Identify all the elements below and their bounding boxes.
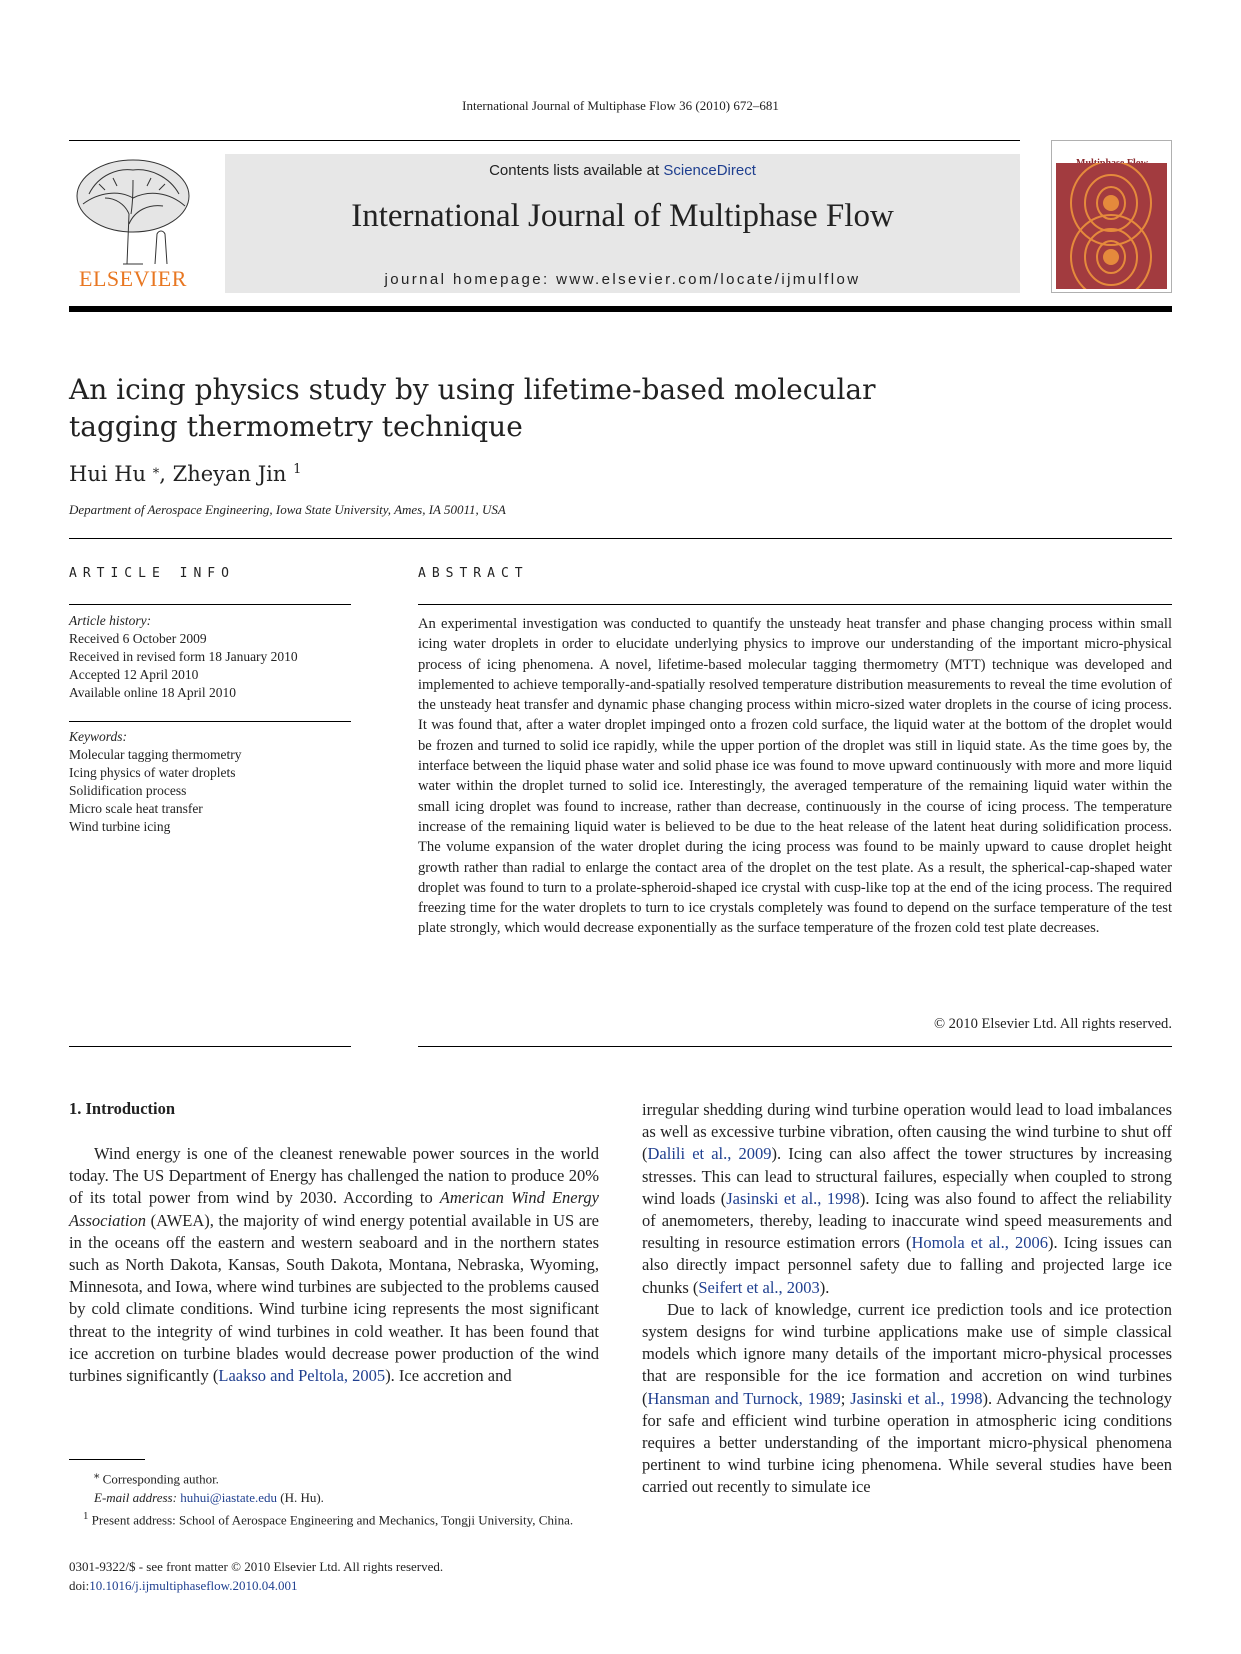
elsevier-wordmark: ELSEVIER xyxy=(79,266,187,291)
keyword-item: Solidification process xyxy=(69,783,187,798)
contents-line xyxy=(225,162,1020,179)
paragraph xyxy=(642,1099,1172,1299)
right-column xyxy=(642,1099,1172,1499)
text-run: ). Icing issues can also directly impact personnel safety due to falling and projected large ice chunks ( xyxy=(642,1233,1172,1297)
homepage-url-link[interactable]: www.elsevier.com/locate/ijmulflow xyxy=(556,271,861,288)
citation-link[interactable]: Laakso and Peltola, 2005 xyxy=(218,1366,386,1386)
organization-name: American Wind Energy Association xyxy=(69,1188,599,1230)
paragraph xyxy=(642,1299,1172,1499)
divider xyxy=(69,721,351,722)
text-run: Wind energy is one of the cleanest renewable power sources in the world today. The US Department of Energy has challenged the nation to produce 20% of its total power from wind by 2030. According to xyxy=(69,1144,599,1208)
history-item: Received 6 October 2009 xyxy=(69,631,207,646)
citation-link[interactable]: Hansman and Turnock, 1989 xyxy=(647,1388,841,1408)
article-title: An icing physics study by using lifetime-based molecular tagging thermometry technique xyxy=(69,373,876,443)
divider xyxy=(69,538,1172,539)
keyword-item: Molecular tagging thermometry xyxy=(69,747,242,762)
text-run: (AWEA), the majority of wind energy potential available in US are in the oceans off the eastern and western seaboard and in the northern states such as North Dakota, Kansas, South Dakota, Montana, Nebraska, Wyoming, Minnesota, and Iowa, where wind turbines are subjected to the problems caused by cold climate conditions. Wind turbine icing represents the most significant threat to the integrity of wind turbines in cold weather. It has been found that ice accretion on turbine blades would decrease power production of the wind turbines significantly ( xyxy=(69,1210,599,1386)
sciencedirect-link[interactable]: ScienceDirect xyxy=(663,162,756,179)
running-header: International Journal of Multiphase Flow 36 (2010) 672–681 xyxy=(462,98,779,113)
homepage-prefix: journal homepage: xyxy=(384,271,557,288)
cover-art xyxy=(1056,163,1167,289)
email-link[interactable]: huhui@iastate.edu xyxy=(180,1489,277,1505)
footnote-text: (H. Hu). xyxy=(277,1489,324,1505)
journal-banner xyxy=(225,154,1020,293)
divider xyxy=(418,604,1172,605)
paragraph xyxy=(69,1143,599,1387)
divider xyxy=(69,604,351,605)
author-list xyxy=(69,462,301,486)
history-label: Article history: xyxy=(69,613,152,628)
doi-prefix: doi: xyxy=(69,1577,90,1593)
footnotes xyxy=(69,1466,599,1530)
keywords-label: Keywords: xyxy=(69,729,127,744)
contents-prefix: Contents lists available at xyxy=(489,162,664,179)
keywords xyxy=(69,728,351,836)
keyword-item: Micro scale heat transfer xyxy=(69,801,203,816)
text-run: ; xyxy=(840,1388,851,1408)
author-name[interactable]: Zheyan Jin xyxy=(172,462,287,486)
divider xyxy=(418,1046,1172,1047)
keyword-item: Wind turbine icing xyxy=(69,819,171,834)
footnote-mark: ⁎ xyxy=(94,1469,100,1481)
journal-cover-thumbnail[interactable] xyxy=(1051,140,1172,293)
elsevier-logo xyxy=(69,154,197,290)
text-run: Due to lack of knowledge, current ice prediction tools and ice protection system designs for wind turbine applications make use of simple classical models which ignore many details of the important micro-physical processes that are responsible for the ice formation and accretion on wind turbines ( xyxy=(642,1299,1172,1408)
history-item: Accepted 12 April 2010 xyxy=(69,667,199,682)
masthead-top-rule xyxy=(69,140,1020,141)
journal-name: International Journal of Multiphase Flow xyxy=(351,198,894,234)
history-item: Received in revised form 18 January 2010 xyxy=(69,649,298,664)
doi-link[interactable]: 10.1016/j.ijmultiphaseflow.2010.04.001 xyxy=(89,1577,298,1593)
article-history xyxy=(69,612,351,702)
citation-link[interactable]: Jasinski et al., 1998 xyxy=(726,1188,860,1208)
footnote-text: Corresponding author. xyxy=(102,1471,219,1487)
footnote-text: Present address: School of Aerospace Engineering and Mechanics, Tongji University, China. xyxy=(91,1512,574,1528)
citation-link[interactable]: Seifert et al., 2003 xyxy=(698,1277,820,1297)
footnote-mark[interactable]: 1 xyxy=(293,462,302,477)
doi-line xyxy=(69,1577,669,1596)
footnote-email xyxy=(69,1489,599,1508)
text-run: ). Ice accretion and xyxy=(385,1366,512,1386)
keyword-item: Icing physics of water droplets xyxy=(69,765,236,780)
journal-homepage xyxy=(225,271,1020,288)
citation-link[interactable]: Homola et al., 2006 xyxy=(911,1233,1048,1253)
cover-pattern-icon xyxy=(1056,163,1167,289)
footnote-address xyxy=(69,1507,599,1530)
divider xyxy=(69,1046,351,1047)
text-run: ). Icing was also found to affect the reliability of anemometers, thereby, leading to inaccurate wind speed measurements and resulting in resource estimation errors ( xyxy=(642,1188,1172,1253)
abstract-heading: ABSTRACT xyxy=(418,566,529,581)
elsevier-tree-icon xyxy=(69,154,197,266)
text-run: ). xyxy=(819,1277,830,1297)
issn-line: 0301-9322/$ - see front matter © 2010 Elsevier Ltd. All rights reserved. xyxy=(69,1559,444,1574)
footnote-mark: 1 xyxy=(83,1510,89,1523)
author-name[interactable]: Hui Hu xyxy=(69,462,147,486)
abstract-text: An experimental investigation was conducted to quantify the unsteady heat transfer and phase changing process within small icing water droplets in order to elucidate underlying physics to improve our understanding of the important micro-physical process of icing phenomena. A novel, lifetime-based molecular tagging thermometry (MTT) technique was developed and implemented to achieve temporally-and-spatially resolved temperature distribution measurements to reveal the time evolution of the unsteady heat transfer and dynamic phase changing process within micro-sized water droplets in the course of icing process. It was found that, after a water droplet impinged onto a frozen cold surface, the liquid water at the bottom of the droplet would be frozen and turned to solid ice rapidly, while the upper portion of the droplet was still in liquid state. As the time goes by, the interface between the liquid phase water and solid phase ice was found to move upward continuously with more and more liquid water within the droplet turned to solid ice. Interestingly, the averaged temperature of the remaining liquid water within the small icing droplet was found to increase, rather than decrease, continuously in the course of icing process. The temperature increase of the remaining liquid water is believed to be due to the heat release of the latent heat during solidification process. The volume expansion of the water droplet during the icing process was found to be mainly upward to cause droplet height growth rather than radial to enlarge the contact area of the droplet on the test plate. As a result, the spherical-cap-shaped water droplet was found to turn to a prolate-spheroid-shaped ice crystal with cusp-like top at the end of the icing process. The required freezing time for the water droplets to turn to ice crystals completely was found to depend on the surface temperature of the test plate strongly, which would decrease exponentially as the surface temperature of the frozen cold test plate decreases. xyxy=(418,616,1172,937)
citation-link[interactable]: Dalili et al., 2009 xyxy=(647,1144,772,1164)
citation-link[interactable]: Jasinski et al., 1998 xyxy=(850,1388,983,1408)
text-run: ). Advancing the technology for safe and efficient wind turbine operation in atmospheric icing conditions requires a better understanding of the important micro-physical phenomena pertinent to wind turbine icing phenomena. While several studies have been carried out recently to simulate ice xyxy=(642,1388,1172,1497)
masthead-bottom-rule xyxy=(69,306,1172,312)
left-column xyxy=(69,1143,599,1387)
corresponding-author-mark[interactable]: ⁎ xyxy=(152,462,160,477)
text-run: ). Icing can also affect the tower structures by increasing stresses. This can lead to structural failures, especially when coupled to strong wind loads ( xyxy=(642,1144,1172,1208)
journal-masthead xyxy=(69,140,1172,300)
section-heading-introduction: 1. Introduction xyxy=(69,1099,176,1118)
text-run: irregular shedding during wind turbine operation would lead to load imbalances as well as excessive turbine vibration, often causing the wind turbine to shut off ( xyxy=(642,1100,1172,1164)
article-info-heading: ARTICLE INFO xyxy=(69,566,235,581)
footnote-corresponding xyxy=(69,1466,599,1489)
footnote-divider xyxy=(69,1459,145,1460)
affiliation: Department of Aerospace Engineering, Iowa State University, Ames, IA 50011, USA xyxy=(69,502,506,517)
abstract-copyright: © 2010 Elsevier Ltd. All rights reserved. xyxy=(933,1016,1172,1032)
history-item: Available online 18 April 2010 xyxy=(69,685,236,700)
email-label: E-mail address: xyxy=(94,1489,177,1505)
author-separator: , xyxy=(159,462,173,486)
page-footer xyxy=(69,1558,669,1595)
